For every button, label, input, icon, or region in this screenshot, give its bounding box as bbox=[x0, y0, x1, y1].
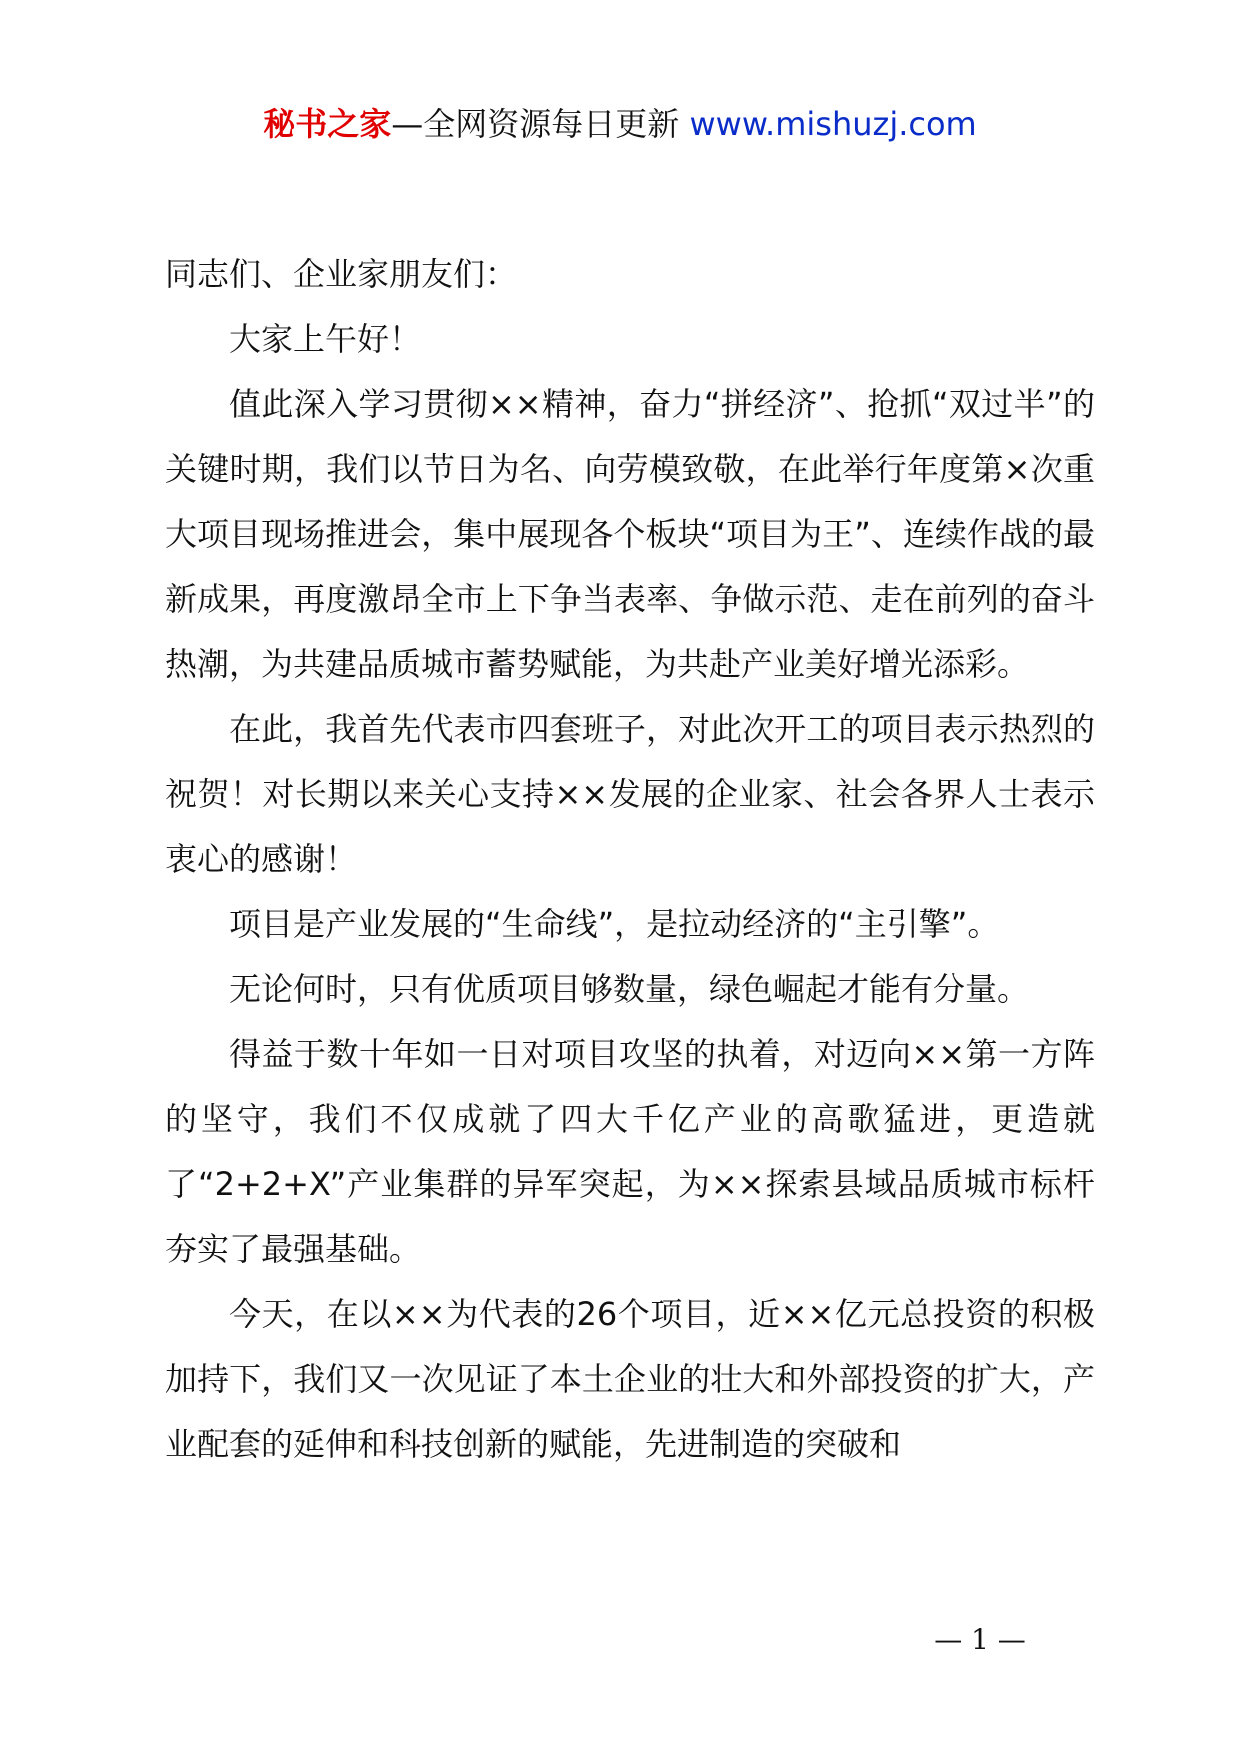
brand-name: 秘书之家 bbox=[263, 105, 392, 143]
header-slogan: —全网资源每日更新 bbox=[391, 105, 680, 143]
site-url-link[interactable]: www.mishuzj.com bbox=[689, 105, 977, 143]
paragraph-occasion: 值此深入学习贯彻××精神，奋力“拼经济”、抢抓“双过半”的关键时期，我们以节日为名、向劳模致敬，在此举行年度第×次重大项目现场推进会，集中展现各个板块“项目为王”、连续作战的最新成果，再度激昂全市上下争当表率、争做示范、走在前列的奋斗热潮，为共建品质城市蓄势赋能，为共赴产业美好增光添彩。 bbox=[165, 385, 1095, 683]
paragraph-thanks: 在此，我首先代表市四套班子，对此次开工的项目表示热烈的祝贺！对长期以来关心支持××发展的企业家、社会各界人士表示衷心的感谢！ bbox=[165, 710, 1095, 878]
paragraph-achievements: 得益于数十年如一日对项目攻坚的执着，对迈向××第一方阵的坚守，我们不仅成就了四大千亿产业的高歌猛进，更造就了“2+2+X”产业集群的异军突起，为××探索县域品质城市标杆夯实了最强基础。 bbox=[165, 1035, 1095, 1268]
page-number: — 1 — bbox=[934, 1623, 1026, 1656]
document-body bbox=[165, 242, 1095, 1477]
paragraph-quality: 无论何时，只有优质项目够数量，绿色崛起才能有分量。 bbox=[229, 970, 1030, 1008]
paragraph-today: 今天，在以××为代表的26个项目，近××亿元总投资的积极加持下，我们又一次见证了本土企业的壮大和外部投资的扩大，产业配套的延伸和科技创新的赋能，先进制造的突破和 bbox=[165, 1295, 1095, 1463]
site-header bbox=[0, 100, 1240, 148]
paragraph-greeting: 大家上午好！ bbox=[229, 320, 422, 358]
paragraph-lifeline: 项目是产业发展的“生命线”，是拉动经济的“主引擎”。 bbox=[229, 905, 1000, 943]
salutation: 同志们、企业家朋友们： bbox=[165, 255, 518, 293]
